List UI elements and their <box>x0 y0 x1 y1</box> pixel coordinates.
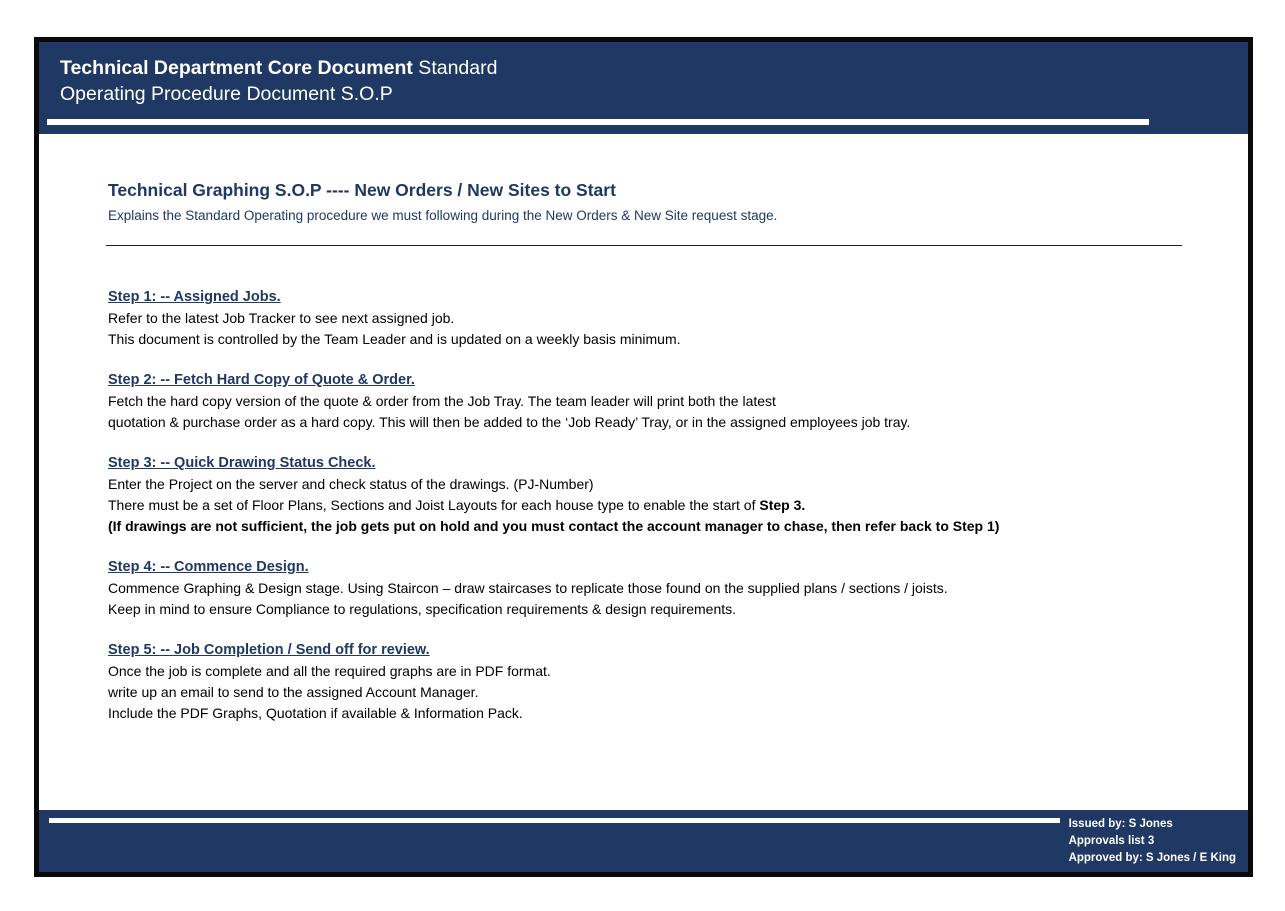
step-heading: Step 4: -- Commence Design. <box>108 559 309 575</box>
step-5 <box>108 640 1188 724</box>
step-heading: Step 1: -- Assigned Jobs. <box>108 289 281 305</box>
issued-by: Issued by: S Jones <box>1068 818 1173 830</box>
step-heading: Step 5: -- Job Completion / Send off for review. <box>108 642 430 658</box>
document-subtitle: Explains the Standard Operating procedure we must following during the New Orders & New Site request stage. <box>108 208 778 223</box>
step-line: Enter the Project on the server and check status of the drawings. (PJ-Number) <box>108 476 594 492</box>
header-title-bold: Technical Department Core Document <box>60 57 413 79</box>
approved-by: Approved by: S Jones / E King <box>1068 852 1236 864</box>
step-3 <box>108 453 1188 537</box>
step-line: Once the job is complete and all the required graphs are in PDF format. <box>108 663 551 679</box>
step-line-text: There must be a set of Floor Plans, Sections and Joist Layouts for each house type to enable the start of <box>108 497 760 513</box>
document-frame <box>34 37 1253 877</box>
step-line: Commence Graphing & Design stage. Using Staircon – draw staircases to replicate those found on the supplied plans / sections / joists. <box>108 580 948 596</box>
header-banner <box>39 42 1248 134</box>
step-heading: Step 2: -- Fetch Hard Copy of Quote & Order. <box>108 372 415 388</box>
header-title <box>60 55 497 107</box>
step-line: Include the PDF Graphs, Quotation if available & Information Pack. <box>108 705 523 721</box>
step-line: This document is controlled by the Team Leader and is updated on a weekly basis minimum. <box>108 331 681 347</box>
footer-rule <box>49 818 1060 823</box>
header-rule <box>47 119 1149 125</box>
step-1 <box>108 287 1188 350</box>
title-divider <box>106 245 1182 246</box>
step-2 <box>108 370 1188 433</box>
step-reference-bold: Step 3. <box>759 497 806 513</box>
steps-list <box>108 287 1188 744</box>
step-line: Keep in mind to ensure Compliance to regulations, specification requirements & design requirements. <box>108 601 737 617</box>
step-line: Fetch the hard copy version of the quote & order from the Job Tray. The team leader will print both the latest <box>108 393 776 409</box>
step-line: Refer to the latest Job Tracker to see next assigned job. <box>108 310 455 326</box>
footer-banner <box>39 810 1248 872</box>
document-title: Technical Graphing S.O.P ---- New Orders / New Sites to Start <box>108 180 616 200</box>
step-heading: Step 3: -- Quick Drawing Status Check. <box>108 455 376 471</box>
header-title-rest: Standard <box>412 57 498 79</box>
approvals-list: Approvals list 3 <box>1068 835 1155 847</box>
step-warning: (If drawings are not sufficient, the job gets put on hold and you must contact the account manager to chase, then refer back to Step 1) <box>108 518 1000 534</box>
step-4 <box>108 557 1188 620</box>
footer-approval-info <box>1069 816 1236 867</box>
step-line: write up an email to send to the assigned Account Manager. <box>108 684 479 700</box>
step-line: quotation & purchase order as a hard copy. This will then be added to the ‘Job Ready’ Tray, or in the assigned employees job tray. <box>108 414 911 430</box>
step-line <box>108 495 1188 516</box>
header-title-line2: Operating Procedure Document S.O.P <box>60 83 393 105</box>
